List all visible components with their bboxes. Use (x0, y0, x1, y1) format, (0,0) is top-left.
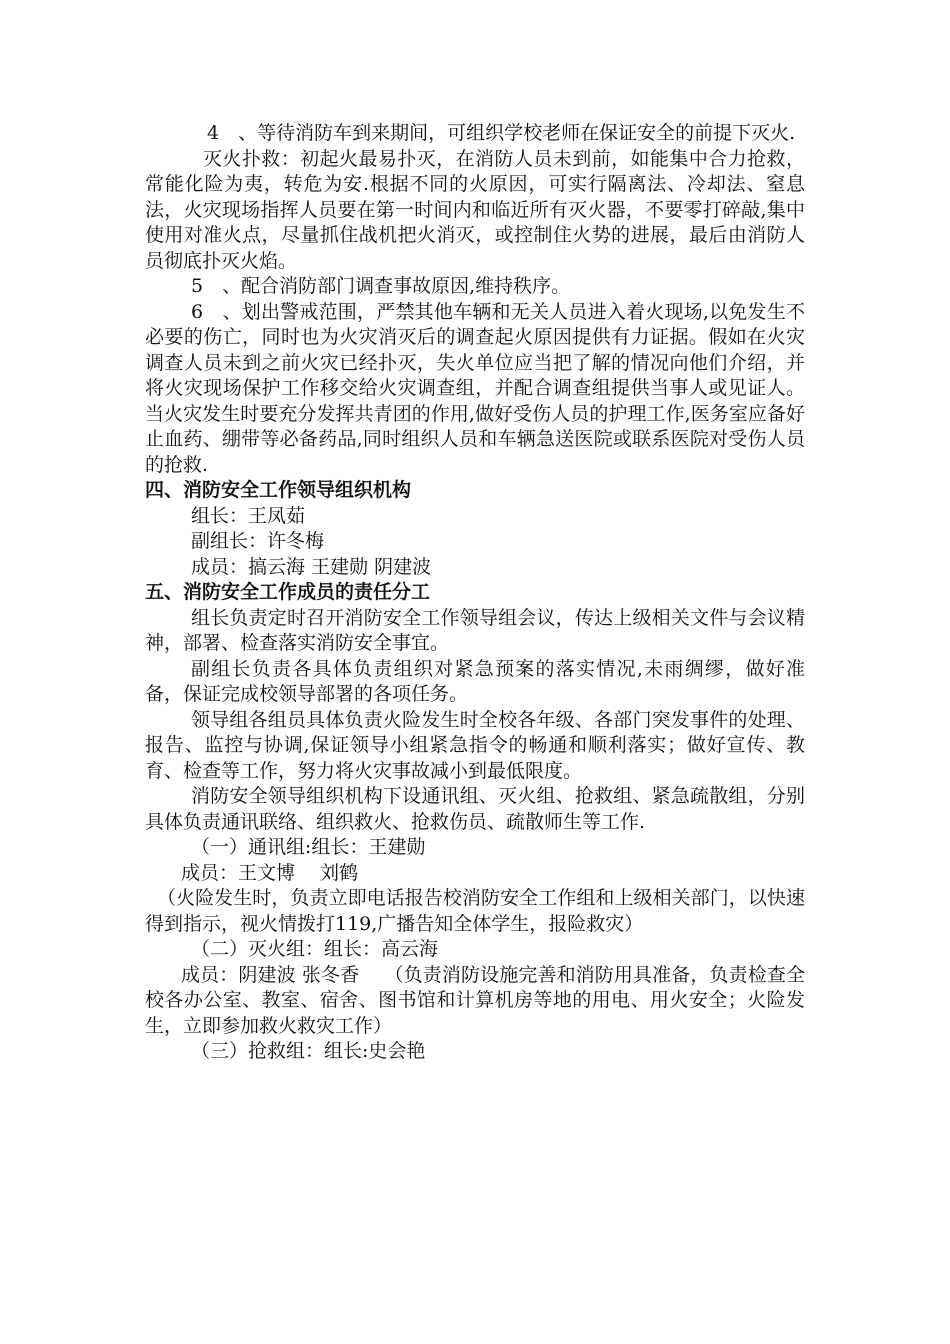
document-body (145, 121, 805, 1065)
group-2-title: （二）灭火组：组长：高云海 (191, 938, 439, 960)
paragraph-members-duty: 领导组各组员具体负责火险发生时全校各年级、各部门突发事件的处理、报告、监控与协调,保证领导小组紧急指令的畅通和顺利落实；做好宣传、教育、检查等工作，努力将火灾事故减小到最低限度。 (145, 708, 805, 782)
members-line: 成员：搞云海 王建勋 阴建波 (191, 555, 432, 578)
group-1-title: （一）通讯组:组长：王建勋 (191, 836, 426, 858)
group-3-title: （三）抢救组：组长:史会艳 (191, 1040, 426, 1062)
paragraph-vice-duty: 副组长负责各具体负责组织对紧急预案的落实情况,未雨绸缪，做好准备，保证完成校领导部署的各项任务。 (145, 657, 805, 705)
paragraph-step-6: 6 、划出警戒范围，严禁其他车辆和无关人员进入着火现场,以免发生不必要的伤亡，同时也为火灾消灭后的调查起火原因提供有力证据。假如在火灾调查人员未到之前火灾已经扑灭，失火单位应当把了解的情况向他们介绍，并将火灾现场保护工作移交给火灾调查组，并配合调查组提供当事人或见证人。当火灾发生时要充分发挥共青团的作用,做好受伤人员的护理工作,医务室应备好止血药、绷带等必备药品,同时组织人员和车辆急送医院或联系医院对受伤人员的抢救. (145, 300, 805, 476)
paragraph-groups: 消防安全领导组织机构下设通讯组、灭火组、抢救组、紧急疏散组，分别具体负责通讯联络、组织救火、抢救伤员、疏散师生等工作. (145, 785, 805, 833)
leader-line: 组长：王凤茹 (191, 504, 306, 527)
section-heading-5: 五、消防安全工作成员的责任分工 (145, 581, 431, 603)
section-heading-4: 四、消防安全工作领导组织机构 (145, 479, 412, 501)
group-1-description: （火险发生时，负责立即电话报告校消防安全工作组和上级相关部门，以快速得到指示，视火情拨打119,广播告知全体学生，报险救灾） (145, 887, 805, 935)
paragraph-step-4: 4 、等待消防车到来期间，可组织学校老师在保证安全的前提下灭火. (207, 122, 796, 144)
group-1-members: 成员：王文博 刘鹤 (181, 861, 359, 884)
group-2-members: 成员：阴建波 张冬香 （负责消防设施完善和消防用具准备，负责检查全校各办公室、教室、宿舍、图书馆和计算机房等地的用电、用火安全；火险发生，立即参加救火救灾工作） (145, 963, 805, 1037)
paragraph-leader-duty: 组长负责定时召开消防安全工作领导组会议，传达上级相关文件与会议精神，部署、检查落实消防安全事宜。 (145, 606, 805, 654)
vice-leader-line: 副组长：许冬梅 (191, 530, 325, 552)
paragraph-fire-fighting: 灭火扑救：初起火最易扑灭，在消防人员未到前，如能集中合力抢救，常能化险为夷，转危为安.根据不同的火原因，可实行隔离法、冷却法、窒息法，火灾现场指挥人员要在第一时间内和临近所有灭火器，不要零打碎敲,集中使用对准火点，尽量抓住战机把火消灭，或控制住火势的进展，最后由消防人员彻底扑灭火焰。 (145, 147, 805, 272)
paragraph-step-5: 5 、配合消防部门调查事故原因,维持秩序。 (191, 275, 571, 297)
